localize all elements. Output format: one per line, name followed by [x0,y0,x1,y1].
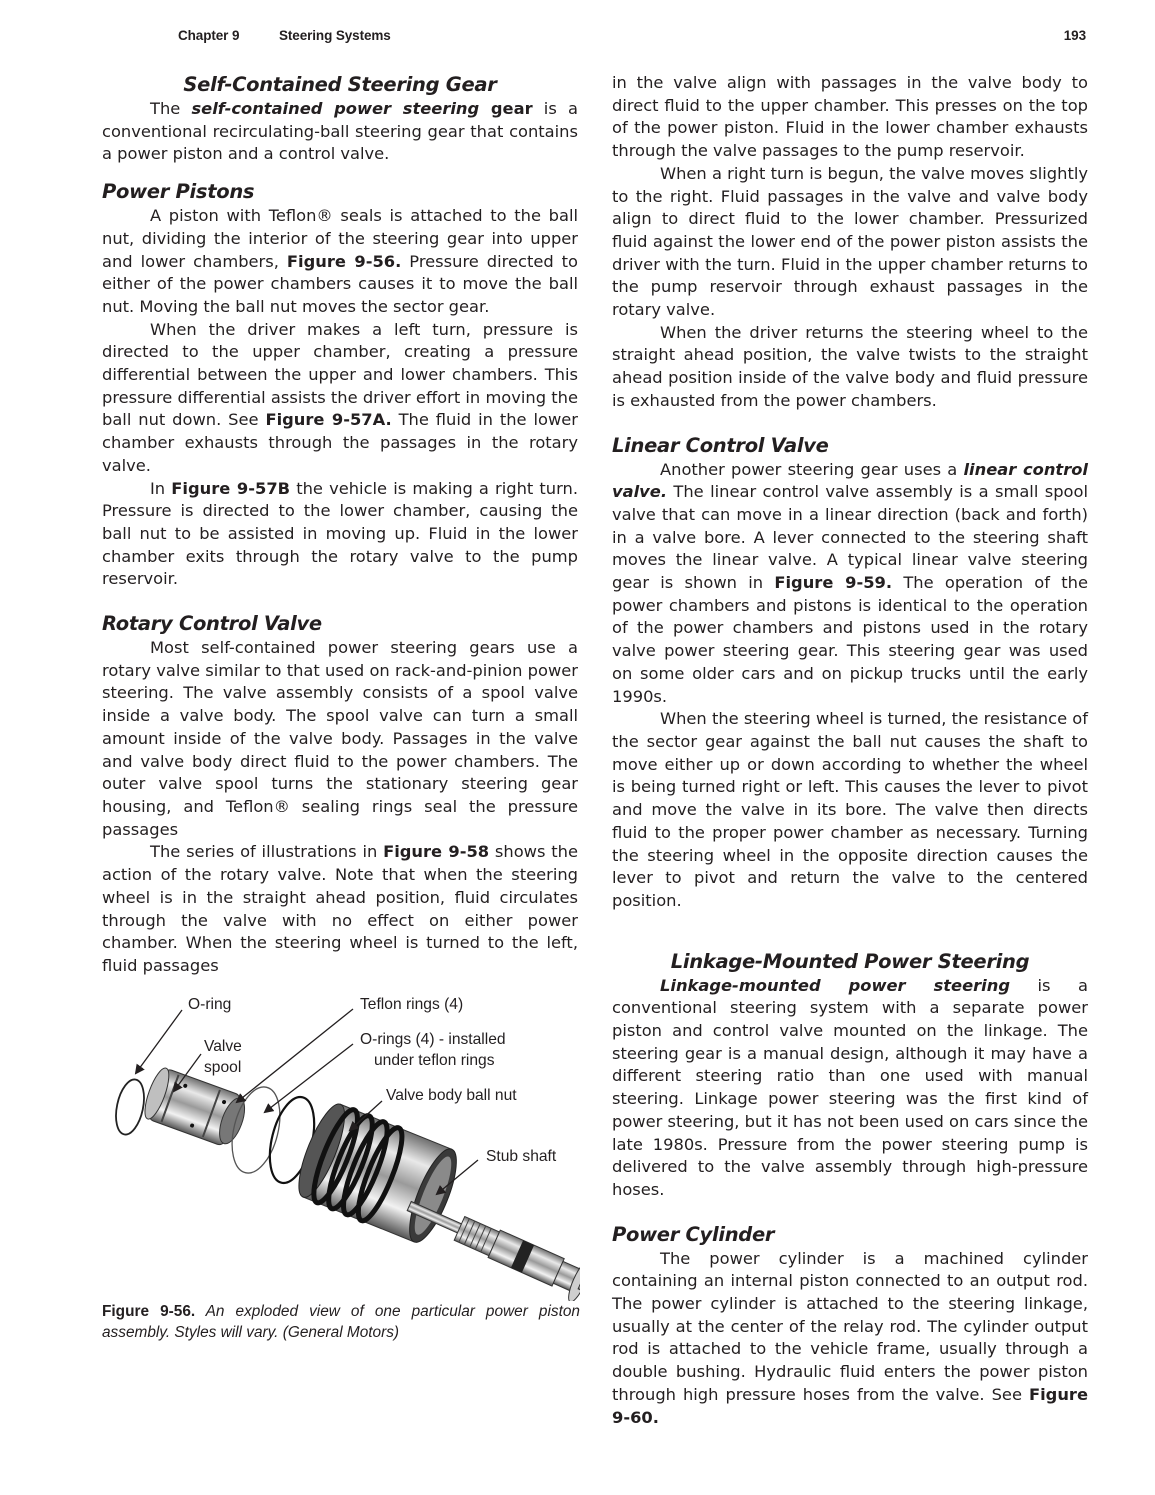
paragraph: When a right turn is begun, the valve moves slightly to the right. Fluid passages in the valve and valve body align to direct fluid to the lower chamber. Pressurized fluid against the lower end of the power piston assists the driver with the turn. Fluid in the upper chamber returns to the pump reservoir through exhaust passages in the rotary valve. [612,163,1088,320]
right-column [612,72,1088,1429]
figure-reference: Figure 9-56. [286,251,402,271]
valve-spool-part [140,1065,251,1149]
label-valve-spool-line2: spool [204,1059,242,1076]
key-term: linear control valve. [612,459,1088,502]
heading-linkage-mounted-power-steering: Linkage-Mounted Power Steering [670,949,1030,973]
label-o-rings-line2: under teflon rings [374,1052,495,1069]
page-number: 193 [1063,28,1086,43]
key-term: Linkage-mounted power steering [660,975,1010,995]
figure-9-56 [102,985,580,1345]
label-valve-spool-line1: Valve [204,1038,242,1055]
power-piston-assembly-illustration [102,985,580,1301]
caption-text: An exploded view of one particular power piston assembly. Styles will vary. (General Motors) [102,1303,580,1341]
running-head [178,28,1088,48]
paragraph: When the steering wheel is turned, the resistance of the sector gear against the ball nut causes the shaft to move either up or down according to whether the wheel is being turned right or left. This causes the lever to pivot and move the valve in its bore. The valve then directs fluid to the proper power chamber as necessary. Turning the steering wheel in the opposite direction causes the lever to pivot and return the valve to the centered position. [612,709,1088,910]
paragraph: The self-contained power steering gear is a conventional recirculating-ball steering gear that contains a power piston and a control valve. [102,99,578,164]
figure-reference: Figure 9-59. [774,573,893,593]
paragraph: Most self-contained power steering gears use a rotary valve similar to that used on rack-and-pinion power steering. The valve assembly consists of a spool valve inside a valve body. The spool valve can turn a small amount inside of the valve body. Passages in the valve and valve body direct fluid to the power chambers. The outer valve spool turns the stationary steering gear housing, and Teflon® sealing rings seal the pressure passages [102,638,578,839]
figure-reference: Figure 9-57B [171,478,291,498]
paragraph: In Figure 9-57B the vehicle is making a right turn. Pressure is directed to the lower chamber, causing the ball nut to be assisted in moving up. Fluid in the lower chamber exits through the rotary valve to the pump reservoir. [102,478,579,589]
paragraph: The series of illustrations in Figure 9-58 shows the action of the rotary valve. Note that when the steering wheel is in the straight ahead position, fluid circulates through the valve with no effect on either power chamber. When the steering wheel is turned to the left, fluid passages [102,842,578,975]
figure-reference: Figure 9-60. [612,1384,1088,1427]
heading-rotary-control-valve: Rotary Control Valve [102,612,322,636]
heading-power-pistons: Power Pistons [102,180,255,204]
chapter-title: Steering Systems [279,28,391,43]
paragraph: Another power steering gear uses a linear control valve. The linear control valve assembly is a small spool valve that can move in a linear direction (back and forth) in a valve bore. A lever connected to the steering shaft moves the linear valve. A typical linear valve steering gear is shown in Figure 9-59. The operation of the power chambers and pistons is identical to the operation of the power chambers and pistons used in the rotary valve power steering gear. This steering gear was used on some older cars and on pickup trucks until the early 1990s. [612,459,1088,706]
paragraph: When the driver makes a left turn, pressure is directed to the upper chamber, creating a pressure differential between the upper and lower chambers. This pressure differential assists the driver effort in moving the ball nut down. See Figure 9-57A. The fluid in the lower chamber exhausts through the passages in the rotary valve. [102,319,578,475]
label-o-rings-line1: O-rings (4) - installed [360,1031,506,1048]
paragraph: Linkage-mounted power steering is a conventional steering system with a separate power piston and control valve mounted on the linkage. The steering gear is a manual design, although it may have a different steering ratio than one used with manual steering. Linkage power steering was the first kind of power steering, but it has not been used on cars since the late 1980s. Pressure from the power steering pump is delivered to the valve assembly through high-pressure hoses. [612,975,1088,1199]
paragraph: When the driver returns the steering wheel to the straight ahead position, the valve twists to the straight ahead position inside of the valve body and fluid pressure is exhausted from the power chambers. [612,322,1088,410]
label-teflon-rings: Teflon rings (4) [360,996,464,1013]
label-valve-body-ball-nut: Valve body ball nut [386,1087,517,1104]
o-ring-part [111,1077,148,1137]
figure-caption [102,1301,580,1343]
key-term: gear [479,99,533,118]
paragraph: in the valve align with passages in the valve body to direct fluid to the upper chamber. This presses on the top of the power piston. Fluid in the lower chamber exhausts through the valve passages to the pump reservoir. [612,73,1088,161]
heading-power-cylinder: Power Cylinder [612,1222,775,1246]
figure-number: Figure 9-56. [102,1303,196,1320]
label-o-ring: O-ring [188,996,232,1013]
chapter-number: Chapter 9 [178,28,240,43]
paragraph: A piston with Teflon® seals is attached to the ball nut, dividing the interior of the steering gear into upper and lower chambers, Figure 9-56. Pressure directed to either of the power chambers causes it to move the ball nut. Moving the ball nut moves the sector gear. [102,206,578,316]
figure-reference: Figure 9-57A. [265,410,392,430]
left-column [102,72,578,978]
heading-linear-control-valve: Linear Control Valve [612,433,829,457]
leader-o-ring [136,1010,182,1073]
paragraph: The power cylinder is a machined cylinder containing an internal piston connected to an output rod. The power cylinder is attached to the steering linkage, usually at the center of the relay rod. The cylinder output rod is attached to the vehicle frame, usually through a double bushing. Hydraulic fluid enters the power piston through high pressure hoses from the valve. See Figure 9-60. [612,1248,1088,1427]
key-term: self-contained power steering [191,99,480,118]
figure-reference: Figure 9-58 [383,842,490,862]
heading-self-contained-steering-gear: Self-Contained Steering Gear [183,73,497,96]
label-stub-shaft: Stub shaft [486,1148,557,1165]
